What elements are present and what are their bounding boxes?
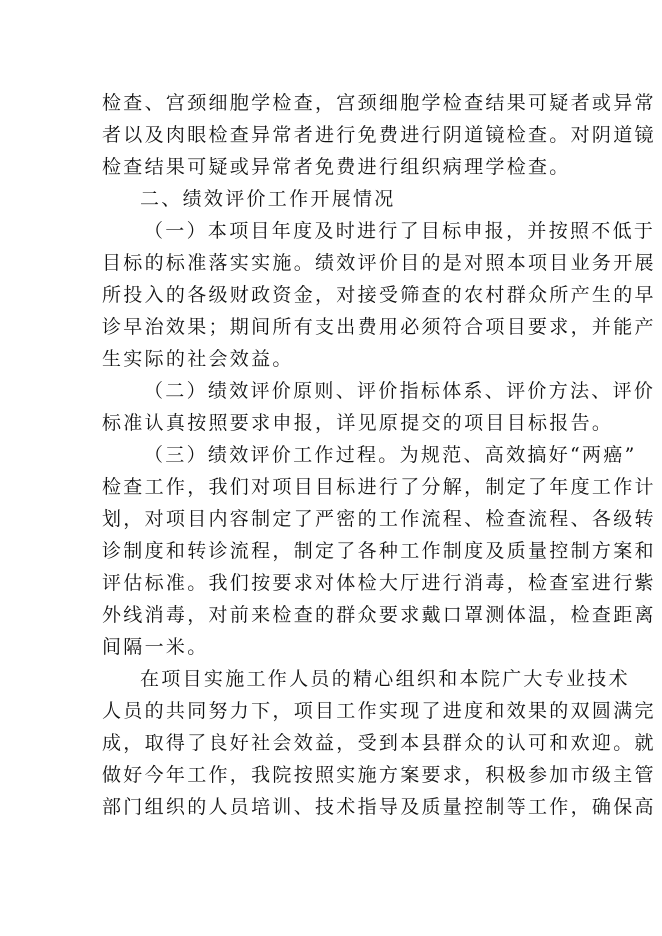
paragraph-screening-procedure [102,87,656,183]
text-line: 目标的标准落实实施。绩效评价目的是对照本项目业务开展 [102,252,656,274]
text-line: 划，对项目内容制定了严密的工作流程、检查流程、各级转 [102,508,656,530]
section-heading [102,183,562,215]
text-line: 检查、宫颈细胞学检查，宫颈细胞学检查结果可疑者或异常 [102,92,656,114]
text-line: （三）绩效评价工作过程。为规范、高效搞好“两癌” [144,444,637,466]
text-line: （一）本项目年度及时进行了目标申报，并按照不低于 [144,220,656,242]
text-line: 成，取得了良好社会效益，受到本县群众的认可和欢迎。就 [102,732,656,754]
text-line: 做好今年工作，我院按照实施方案要求，积极参加市级主管 [102,764,656,786]
text-line: 部门组织的人员培训、技术指导及质量控制等工作，确保高 [102,796,656,818]
text-line: 在项目实施工作人员的精心组织和本院广大专业技术 [140,668,630,690]
paragraph-evaluation-principles [102,375,656,439]
text-line: 生实际的社会效益。 [102,348,294,370]
text-line: 诊早治效果；期间所有支出费用必须符合项目要求，并能产 [102,316,656,338]
text-line: 间隔一米。 [102,636,209,658]
text-line: （二）绩效评价原则、评价指标体系、评价方法、评价 [144,380,656,402]
text-line: 者以及肉眼检查异常者进行免费进行阴道镜检查。对阴道镜 [102,124,656,146]
text-line: 评估标准。我们按要求对体检大厅进行消毒，检查室进行紫 [102,572,656,594]
paragraph-evaluation-process [102,439,656,663]
document-page [102,87,656,823]
paragraph-project-results [102,663,656,823]
text-line: 诊制度和转诊流程，制定了各种工作制度及质量控制方案和 [102,540,656,562]
text-line: 所投入的各级财政资金，对接受筛查的农村群众所产生的早 [102,284,656,306]
paragraph-target-declaration [102,215,656,375]
text-line: 人员的共同努力下，项目工作实现了进度和效果的双圆满完 [102,700,656,722]
text-line: 外线消毒，对前来检查的群众要求戴口罩测体温，检查距离 [102,604,656,626]
text-line: 检查结果可疑或异常者免费进行组织病理学检查。 [102,156,571,178]
section-heading-text: 二、绩效评价工作开展情况 [140,188,396,210]
text-line: 检查工作，我们对项目目标进行了分解，制定了年度工作计 [102,476,656,498]
text-line: 标准认真按照要求申报，详见原提交的项目目标报告。 [102,412,614,434]
